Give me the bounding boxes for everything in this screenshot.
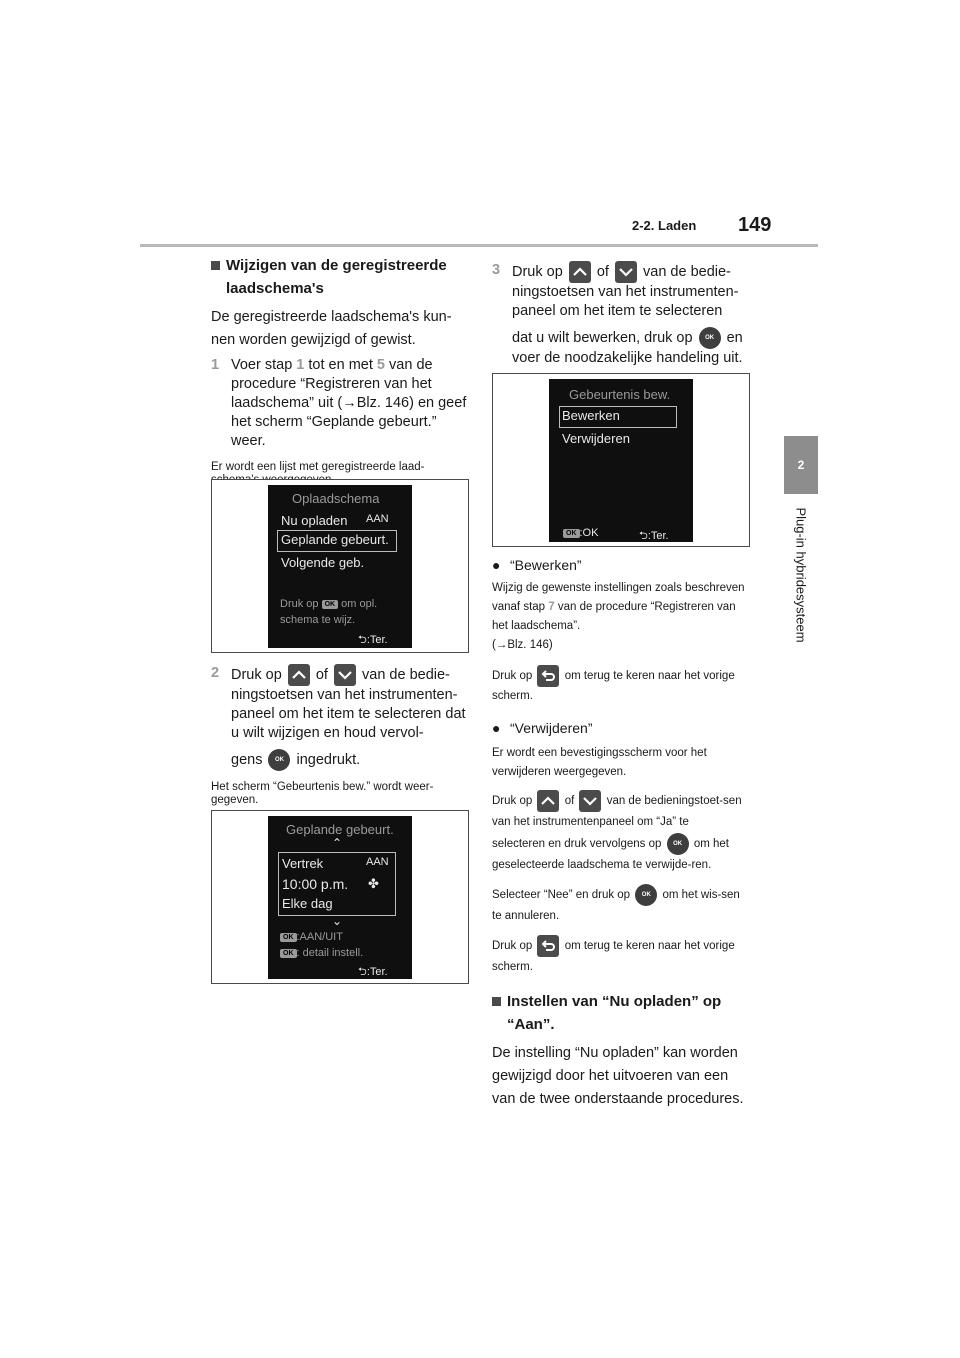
display-screen bbox=[268, 485, 412, 648]
chapter-side-title bbox=[772, 505, 830, 645]
right-column bbox=[492, 261, 752, 368]
step-3-text: Druk op of van de bedie-ningstoetsen van het instrumenten-paneel om het item te selecteren dat u wilt bewerken, druk op OK en voer de noodzakelijke handeling uit. bbox=[512, 261, 752, 368]
bullet-delete: ● “Verwijderen” bbox=[492, 720, 593, 736]
delete-back-text: Druk op om terug te keren naar het vorige scherm. bbox=[492, 935, 752, 978]
chapter-tab: 2 bbox=[784, 436, 818, 494]
left-column bbox=[211, 254, 469, 487]
back-arrow-icon: ⮌ bbox=[639, 530, 648, 542]
ok-button-icon: OK bbox=[699, 327, 721, 349]
outro-text: De instelling “Nu opladen” kan worden gewijzigd door het uitvoeren van een van de twee onderstaande procedures. bbox=[492, 1045, 744, 1108]
display-screen bbox=[268, 816, 412, 979]
ok-button-icon: OK bbox=[268, 749, 290, 771]
hint-detail: OK : detail instell. bbox=[280, 947, 363, 959]
ok-hint: OK :OK bbox=[563, 527, 598, 539]
menu-item-value: AAN bbox=[366, 513, 389, 525]
step-2 bbox=[211, 664, 469, 771]
screen-hint: Druk op OK om opl. bbox=[280, 598, 378, 610]
edit-description: Wijzig de gewenste instellingen zoals beschreven vanaf stap 7 van de procedure “Registreren van het laadschema”. (→Blz. 146) bbox=[492, 582, 745, 651]
figure-event-edit bbox=[492, 373, 750, 547]
edit-back-text: Druk op om terug te keren naar het vorige scherm. bbox=[492, 665, 752, 706]
note-list-shown: Er wordt een lijst met geregistreerde laad- bbox=[211, 461, 425, 473]
chevron-down-icon: ⌄ bbox=[332, 914, 343, 928]
screen-title: Geplande gebeurt. bbox=[286, 822, 394, 837]
back-arrow-icon: ⮌ bbox=[358, 966, 367, 978]
bullet-dot-icon: ● bbox=[492, 557, 501, 573]
back-arrow-icon: ⮌ bbox=[358, 634, 367, 646]
chevron-up-icon: ⌃ bbox=[332, 836, 343, 850]
figure-charge-schedule bbox=[211, 479, 469, 653]
delete-select-text: Druk op of van de bedieningstoet-sen van het instrumentenpaneel om “Ja” te selecteren en druk vervolgens op OK om het geselecteerde laadschema te verwijde-ren. bbox=[492, 790, 752, 876]
hint-on-off: OK :AAN/UIT bbox=[280, 931, 343, 943]
page-number: 149 bbox=[738, 214, 772, 236]
ok-chip-icon: OK bbox=[322, 600, 339, 609]
step-1-text: Voer stap 1 tot en met 5 van de procedure “Registreren van het laadschema” uit (→Blz. 146) en geef het scherm “Geplande gebeurt.” weer. bbox=[231, 357, 467, 449]
back-hint: ⮌:Ter. bbox=[639, 530, 669, 542]
delete-cancel-text: Selecteer “Nee” en druk op OK om het wis-sen te annuleren. bbox=[492, 884, 752, 927]
screen-hint-line2: schema te wijz. bbox=[280, 614, 356, 626]
ok-button-icon: OK bbox=[667, 833, 689, 855]
back-button-icon bbox=[537, 665, 559, 687]
delete-description: Er wordt een bevestigingsscherm voor het verwijderen weergegeven. bbox=[492, 747, 707, 778]
section-heading-2 bbox=[492, 990, 752, 1036]
screen-title: Oplaadschema bbox=[292, 491, 380, 506]
down-button-icon bbox=[334, 664, 356, 686]
step-number: 1 bbox=[211, 357, 220, 373]
step-number: 2 bbox=[211, 665, 220, 681]
menu-item-planned-events: Geplande gebeurt. bbox=[281, 532, 389, 547]
event-departure: Vertrek bbox=[282, 856, 324, 871]
event-repeat: Elke dag bbox=[282, 896, 333, 911]
down-button-icon bbox=[615, 261, 637, 283]
section-title: 2-2. Laden bbox=[632, 218, 697, 233]
left-column-lower bbox=[211, 664, 469, 807]
intro-text: De geregistreerde laadschema's kun-nen worden gewijzigd of gewist. bbox=[211, 309, 452, 348]
menu-item-delete: Verwijderen bbox=[562, 431, 630, 446]
menu-item-charge-now: Nu opladen bbox=[281, 513, 348, 528]
down-button-icon bbox=[579, 790, 601, 812]
section-heading bbox=[211, 254, 469, 300]
screen-title: Gebeurtenis bew. bbox=[569, 387, 671, 402]
back-hint: ⮌:Ter. bbox=[358, 634, 388, 646]
bullet-edit: ● “Bewerken” bbox=[492, 557, 582, 573]
event-status: AAN bbox=[366, 856, 389, 868]
ok-button-icon: OK bbox=[635, 884, 657, 906]
bullet-dot-icon: ● bbox=[492, 720, 501, 736]
display-screen bbox=[549, 379, 693, 542]
step-2-text: Druk op of van de bedie-ningstoetsen van het instrumenten-paneel om het item te selecteren dat u wilt wijzigen en houd vervol- gens OK ingedrukt. bbox=[231, 664, 469, 771]
back-button-icon bbox=[537, 935, 559, 957]
menu-item-edit: Bewerken bbox=[562, 408, 620, 423]
note-edit-screen: Het scherm “Gebeurtenis bew.” wordt weer-gegeven. bbox=[211, 781, 434, 806]
square-bullet-icon bbox=[492, 997, 501, 1006]
step-1 bbox=[211, 356, 469, 451]
header-divider bbox=[140, 244, 818, 247]
section-heading-2-text: Instellen van “Nu opladen” op “Aan”. bbox=[507, 993, 722, 1034]
up-button-icon bbox=[288, 664, 310, 686]
up-button-icon bbox=[569, 261, 591, 283]
ok-chip-icon: OK bbox=[280, 933, 297, 942]
figure-planned-events bbox=[211, 810, 469, 984]
menu-item-next-event: Volgende geb. bbox=[281, 555, 365, 570]
right-column-lower bbox=[492, 555, 752, 1111]
back-hint: ⮌:Ter. bbox=[358, 966, 388, 978]
chapter-side-title-text: Plug-in hybridesysteem bbox=[793, 507, 809, 643]
ok-chip-icon: OK bbox=[280, 949, 297, 958]
event-time: 10:00 p.m. bbox=[282, 876, 349, 892]
fan-icon: ✤ bbox=[368, 876, 379, 891]
step-number: 3 bbox=[492, 262, 501, 278]
up-button-icon bbox=[537, 790, 559, 812]
step-3 bbox=[492, 261, 752, 368]
square-bullet-icon bbox=[211, 261, 220, 270]
section-heading-text: Wijzigen van de geregistreerde laadschema's bbox=[226, 257, 447, 297]
ok-chip-icon: OK bbox=[563, 529, 580, 538]
